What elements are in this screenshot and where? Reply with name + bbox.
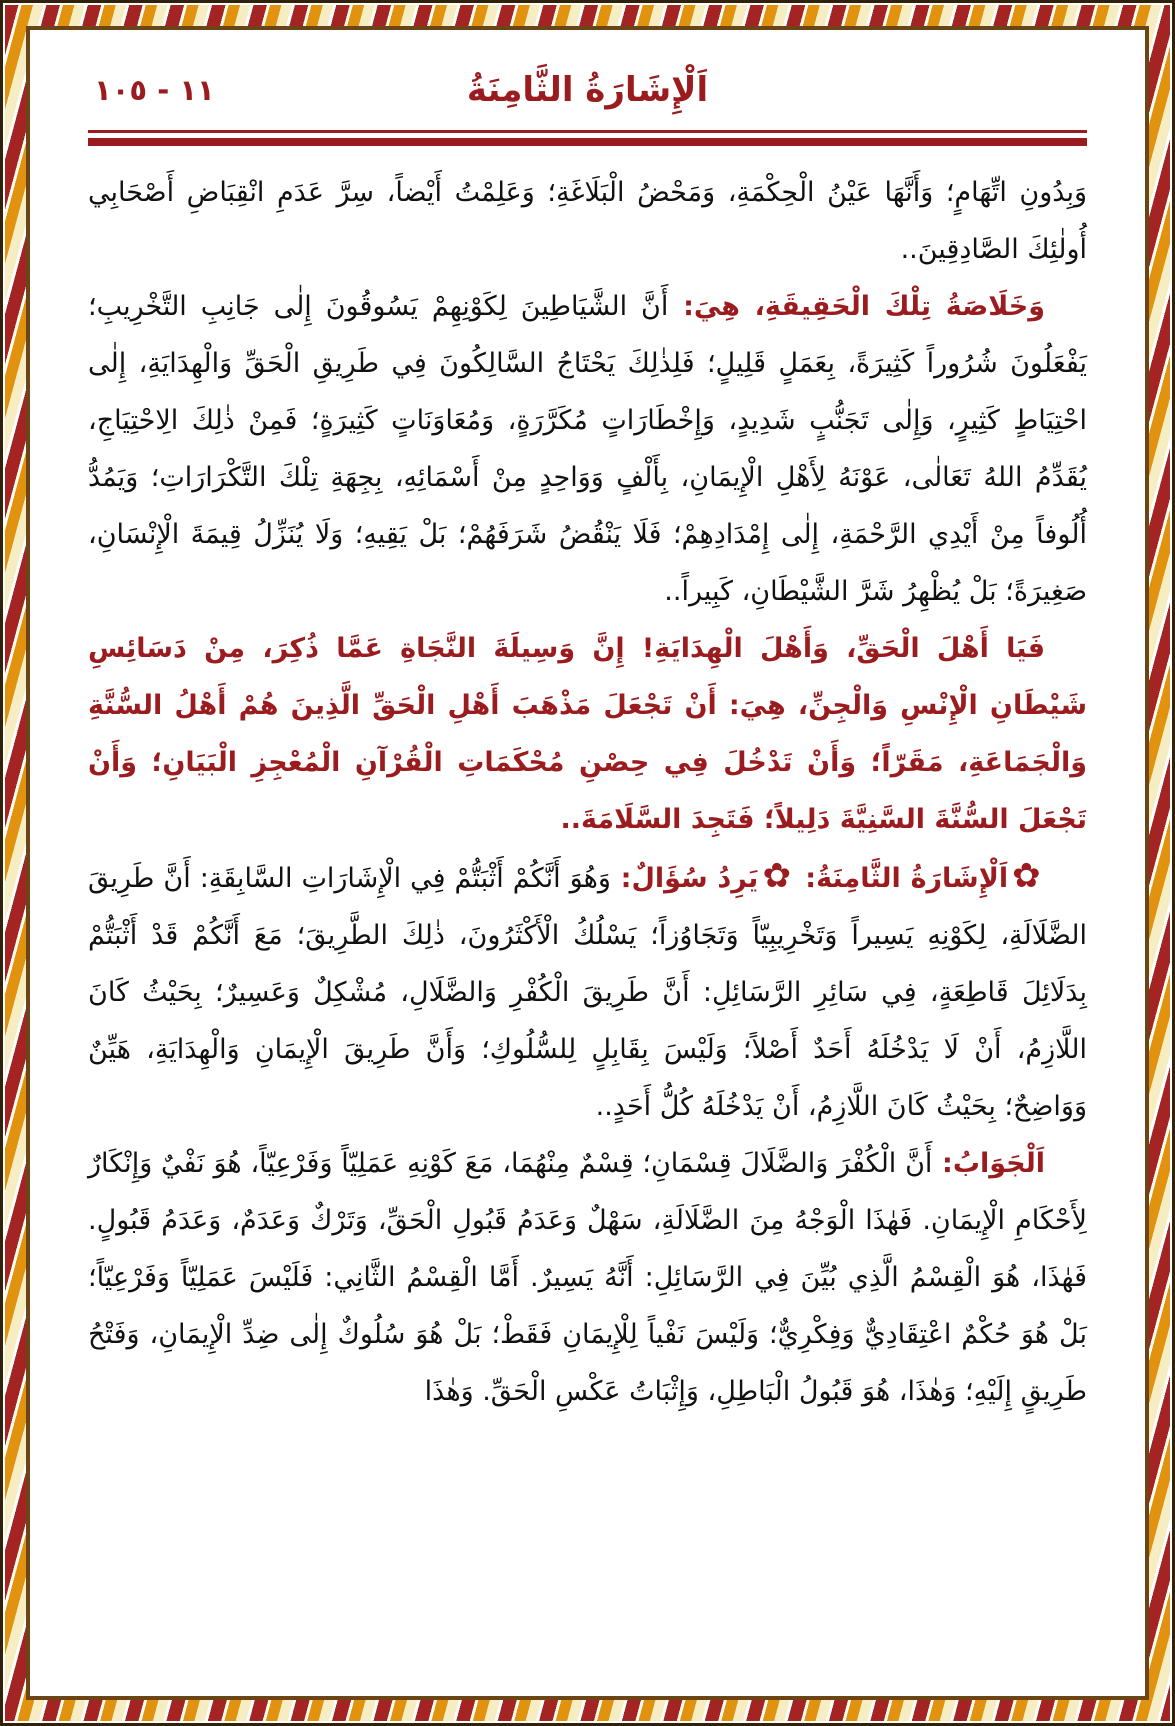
paragraph [88, 278, 1087, 620]
page-title: اَلْإِشَارَةُ الثَّامِنَةُ [466, 70, 709, 110]
text-run: يَرِدُ سُؤَالٌ: [610, 863, 759, 894]
text-run: وَبِدُونِ اتِّهَامٍ؛ وَأَنَّهَا عَيْنُ الْحِكْمَةِ، وَمَحْضُ الْبَلَاغَةِ؛ وَعَلِمْتُ أَيْضاً، سِرَّ عَدَمِ انْقِبَاضِ أَصْحَابِي أُولٰئِكَ الصَّادِقِينَ.. [88, 177, 1087, 265]
paragraph [88, 1135, 1087, 1420]
paragraph [88, 848, 1087, 1135]
text-run: أَنَّ الشَّيَاطِينَ لِكَوْنِهِمْ يَسُوقُونَ إِلٰى جَانِبِ التَّخْرِيبِ؛ يَفْعَلُونَ شُرُوراً كَثِيرَةً، بِعَمَلٍ قَلِيلٍ؛ فَلِذٰلِكَ يَحْتَاجُ السَّالِكُونَ فِي طَرِيقِ الْحَقِّ وَالْهِدَايَةِ، إِلٰى احْتِيَاطٍ كَثِيرٍ، وَإِلٰى تَجَنُّبٍ شَدِيدٍ، وَإِخْطَارَاتٍ مُكَرَّرَةٍ، وَمُعَاوَنَاتٍ كَثِيرَةٍ؛ فَمِنْ ذٰلِكَ الِاحْتِيَاجِ، يُقَدِّمُ اللهُ تَعَالٰى، عَوْنَهُ لِأَهْلِ الْإِيمَانِ، بِأَلْفٍ وَوَاحِدٍ مِنْ أَسْمَائِهِ، بِجِهَةِ تِلْكَ التَّكْرَارَاتِ؛ وَيَمُدُّ أُلُوفاً مِنْ أَيْدِي الرَّحْمَةِ، إِلٰى إِمْدَادِهِمْ؛ فَلَا يَنْقُضُ شَرَفَهُمْ؛ بَلْ يَقِيهِ؛ وَلَا يُنَزِّلُ قِيمَةَ الْإِنْسَانِ، صَغِيرَةً؛ بَلْ يُظْهِرُ شَرَّ الشَّيْطَانِ، كَبِيراً.. [88, 291, 1087, 607]
page [26, 26, 1149, 1700]
text-run: فَيَا أَهْلَ الْحَقِّ، وَأَهْلَ الْهِدَايَةِ! إِنَّ وَسِيلَةَ النَّجَاةِ عَمَّا ذُكِرَ، مِنْ دَسَائِسِ شَيْطَانِ الْإِنْسِ وَالْجِنِّ، هِيَ: أَنْ تَجْعَلَ مَذْهَبَ أَهْلِ الْحَقِّ الَّذِينَ هُمْ أَهْلُ السُّنَّةِ وَالْجَمَاعَةِ، مَقَرّاً؛ وَأَنْ تَدْخُلَ فِي حِصْنِ مُحْكَمَاتِ الْقُرْآنِ الْمُعْجِزِ الْبَيَانِ؛ وَأَنْ تَجْعَلَ السُّنَّةَ السَّنِيَّةَ دَلِيلاً؛ فَتَجِدَ السَّلَامَةَ.. [88, 633, 1087, 835]
header-rule-thick [88, 138, 1087, 146]
header-divider [88, 130, 1087, 146]
text-run: أَنَّ الْكُفْرَ وَالضَّلَالَ قِسْمَانِ؛ قِسْمٌ مِنْهُمَا، مَعَ كَوْنِهِ عَمَلِيّاً وَفَرْعِيّاً، هُوَ نَفْيٌ وَإِنْكَارٌ لِأَحْكَامِ الْإِيمَانِ. فَهٰذَا الْوَجْهُ مِنَ الضَّلَالَةِ، سَهْلٌ وَعَدَمُ قَبُولِ الْحَقِّ، وَتَرْكٌ وَعَدَمٌ، وَعَدَمُ قَبُولٍ. فَهٰذَا، هُوَ الْقِسْمُ الَّذِي بُيِّنَ فِي الرَّسَائِلِ: أَنَّهُ يَسِيرٌ. أَمَّا الْقِسْمُ الثَّانِي: فَلَيْسَ عَمَلِيّاً وَفَرْعِيّاً؛ بَلْ هُوَ حُكْمٌ اعْتِقَادِيٌّ وَفِكْرِيٌّ؛ وَلَيْسَ نَفْياً لِلْإِيمَانِ فَقَطْ؛ بَلْ هُوَ سُلُوكٌ إِلٰى ضِدِّ الْإِيمَانِ، وَفَتْحُ طَرِيقٍ إِلَيْهِ؛ وَهٰذَا، هُوَ قَبُولُ الْبَاطِلِ، وَإِثْبَاتُ عَكْسِ الْحَقِّ. وَهٰذَا [88, 1148, 1087, 1407]
text-body [88, 164, 1087, 1420]
chain-pattern-border [5, 5, 1170, 1721]
paragraph [88, 164, 1087, 278]
floral-ornament-icon: ✿ [762, 856, 792, 896]
page-header [88, 60, 1087, 122]
text-run: وَخَلَاصَةُ تِلْكَ الْحَقِيقَةِ، هِيَ: [668, 291, 1046, 322]
floral-ornament-icon: ✿ [1012, 856, 1041, 896]
text-run: اَلْإِشَارَةُ الثَّامِنَةُ: [795, 863, 1009, 894]
text-run: وَهُوَ أَنَّكُمْ أَثْبَتُّمْ فِي الْإِشَارَاتِ السَّابِقَةِ: أَنَّ طَرِيقَ الضَّلَالَةِ، لِكَوْنِهِ يَسِيراً وَتَخْرِيبِيّاً وَتَجَاوُزاً؛ يَسْلُكُ الْأَكْثَرُونَ، ذٰلِكَ الطَّرِيقَ؛ مَعَ أَنَّكُمْ قَدْ أَثْبَتُّمْ بِدَلَائِلَ قَاطِعَةٍ، فِي سَائِرِ الرَّسَائِلِ: أَنَّ طَرِيقَ الْكُفْرِ وَالضَّلَالِ، مُشْكِلٌ وَعَسِيرٌ؛ بِحَيْثُ كَانَ اللَّازِمُ، أَنْ لَا يَدْخُلَهُ أَحَدٌ أَصْلاً؛ وَلَيْسَ بِقَابِلٍ لِلسُّلُوكِ؛ وَأَنَّ طَرِيقَ الْإِيمَانِ وَالْهِدَايَةِ، هَيِّنٌ وَوَاضِحٌ؛ بِحَيْثُ كَانَ اللَّازِمُ، أَنْ يَدْخُلَهُ كُلُّ أَحَدٍ.. [88, 863, 1087, 1122]
paragraph [88, 620, 1087, 848]
header-rule-thin [88, 130, 1087, 133]
page-number: ١١ - ١٠٥ [94, 73, 215, 107]
text-run: اَلْجَوَابُ: [932, 1148, 1045, 1179]
